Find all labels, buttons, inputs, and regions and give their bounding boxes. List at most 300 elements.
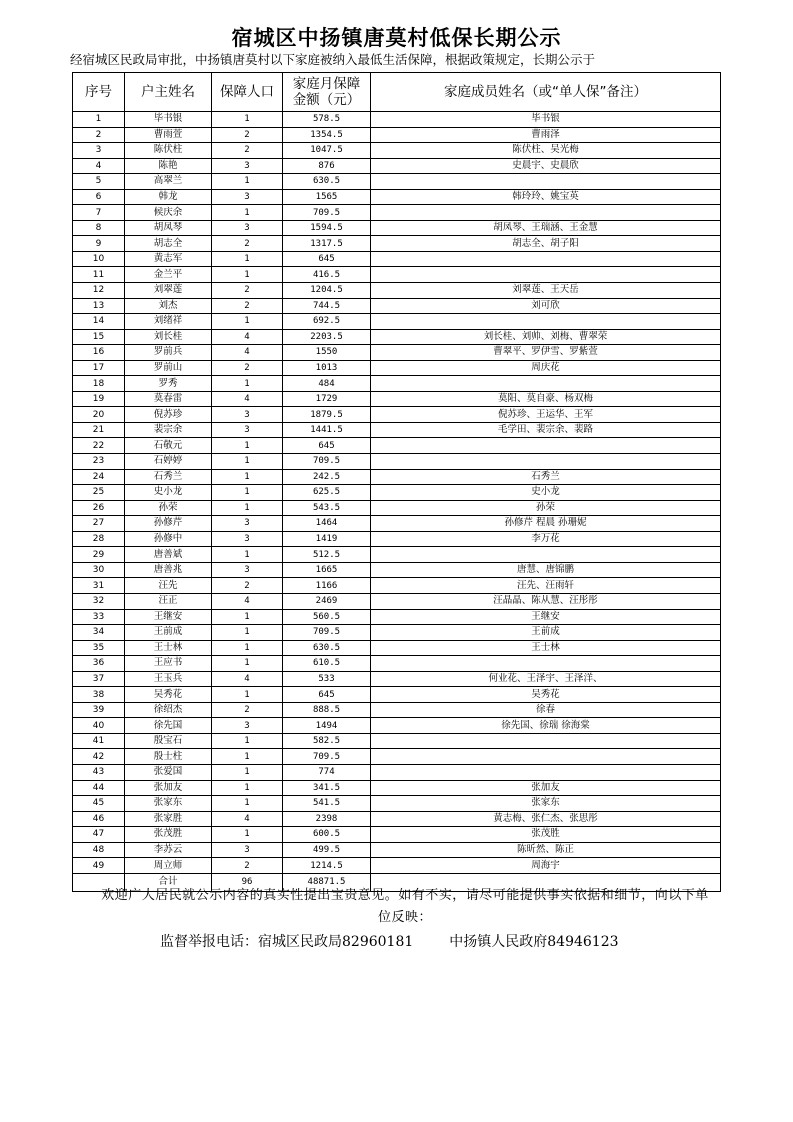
- header-amount-line1: 家庭月保障: [292, 76, 361, 92]
- row-people: 2: [212, 298, 283, 314]
- row-amount: 512.5: [283, 547, 371, 563]
- table-row: [73, 454, 721, 470]
- row-household-head: 孙荣: [125, 500, 212, 516]
- row-household-head: 王前成: [125, 625, 212, 641]
- row-amount: 1441.5: [283, 422, 371, 438]
- row-no: 21: [73, 422, 125, 438]
- row-amount: 645: [283, 687, 371, 703]
- row-household-head: 罗秀: [125, 376, 212, 392]
- row-people: 3: [212, 718, 283, 734]
- table-row: [73, 283, 721, 299]
- table-row: [73, 562, 721, 578]
- row-household-head: 候庆余: [125, 205, 212, 221]
- row-people: 1: [212, 827, 283, 843]
- row-amount: 709.5: [283, 454, 371, 470]
- footer-hotline: [160, 931, 720, 951]
- row-amount: 774: [283, 764, 371, 780]
- row-amount: 1214.5: [283, 858, 371, 874]
- header-no: 序号: [73, 73, 125, 112]
- row-no: 10: [73, 251, 125, 267]
- row-members: 刘长桂、刘帅、刘梅、曹翠荣: [371, 329, 721, 345]
- row-members: 胡凤琴、王瑞涵、王金慧: [371, 220, 721, 236]
- row-household-head: 胡志全: [125, 236, 212, 252]
- row-people: 1: [212, 764, 283, 780]
- hotline-civil-affairs: 宿城区民政局82960181: [258, 934, 414, 950]
- table-row: [73, 345, 721, 361]
- row-amount: 645: [283, 251, 371, 267]
- row-no: 47: [73, 827, 125, 843]
- row-members: [371, 764, 721, 780]
- row-members: 王士林: [371, 640, 721, 656]
- page-title: 宿城区中扬镇唐莫村低保长期公示: [231, 26, 562, 50]
- row-no: 36: [73, 656, 125, 672]
- row-no: 11: [73, 267, 125, 283]
- row-no: 4: [73, 158, 125, 174]
- row-people: 1: [212, 609, 283, 625]
- row-members: 徐春: [371, 702, 721, 718]
- row-people: 3: [212, 562, 283, 578]
- row-household-head: 罗前兵: [125, 345, 212, 361]
- row-members: [371, 749, 721, 765]
- row-no: 5: [73, 174, 125, 190]
- header-members: 家庭成员姓名（或“单人保”备注）: [371, 73, 721, 112]
- row-people: 1: [212, 251, 283, 267]
- row-people: 1: [212, 749, 283, 765]
- row-amount: 630.5: [283, 174, 371, 190]
- row-people: 1: [212, 733, 283, 749]
- row-household-head: 刘绪祥: [125, 314, 212, 330]
- row-no: 14: [73, 314, 125, 330]
- row-no: 33: [73, 609, 125, 625]
- row-people: 3: [212, 189, 283, 205]
- table-row: [73, 547, 721, 563]
- row-household-head: 唐善斌: [125, 547, 212, 563]
- row-no: 34: [73, 625, 125, 641]
- row-amount: 1204.5: [283, 283, 371, 299]
- row-members: 周海宇: [371, 858, 721, 874]
- row-amount: 1550: [283, 345, 371, 361]
- row-household-head: 石婷婷: [125, 454, 212, 470]
- row-people: 1: [212, 174, 283, 190]
- row-no: 32: [73, 593, 125, 609]
- row-household-head: 张家东: [125, 796, 212, 812]
- row-household-head: 张茂胜: [125, 827, 212, 843]
- header-amount: [283, 73, 371, 112]
- row-members: 刘可欣: [371, 298, 721, 314]
- row-household-head: 殷宝石: [125, 733, 212, 749]
- row-amount: 1494: [283, 718, 371, 734]
- table-row: [73, 796, 721, 812]
- row-amount: 1665: [283, 562, 371, 578]
- row-no: 29: [73, 547, 125, 563]
- row-members: [371, 376, 721, 392]
- table-row: [73, 251, 721, 267]
- row-amount: 625.5: [283, 485, 371, 501]
- row-people: 4: [212, 329, 283, 345]
- row-household-head: 倪苏珍: [125, 407, 212, 423]
- row-no: 19: [73, 391, 125, 407]
- row-people: 1: [212, 656, 283, 672]
- table-row: [73, 749, 721, 765]
- row-amount: 1166: [283, 578, 371, 594]
- row-people: 1: [212, 547, 283, 563]
- row-people: 3: [212, 516, 283, 532]
- row-people: 3: [212, 407, 283, 423]
- table-row: [73, 671, 721, 687]
- row-no: 8: [73, 220, 125, 236]
- table-row: [73, 127, 721, 143]
- row-household-head: 汪先: [125, 578, 212, 594]
- table-row: [73, 298, 721, 314]
- row-household-head: 莫春雷: [125, 391, 212, 407]
- row-members: 周庆花: [371, 360, 721, 376]
- row-amount: 709.5: [283, 625, 371, 641]
- row-people: 1: [212, 112, 283, 128]
- row-amount: 2203.5: [283, 329, 371, 345]
- row-no: 16: [73, 345, 125, 361]
- row-no: 6: [73, 189, 125, 205]
- table-row: [73, 143, 721, 159]
- row-members: 史晨宇、史晨欣: [371, 158, 721, 174]
- row-members: 汪先、汪雨轩: [371, 578, 721, 594]
- row-no: 40: [73, 718, 125, 734]
- row-household-head: 史小龙: [125, 485, 212, 501]
- table-row: [73, 391, 721, 407]
- row-members: 曹翠平、罗伊雪、罗紫萱: [371, 345, 721, 361]
- row-household-head: 王玉兵: [125, 671, 212, 687]
- table-row: [73, 640, 721, 656]
- row-members: 毛学田、裴宗余、裴路: [371, 422, 721, 438]
- row-people: 2: [212, 578, 283, 594]
- hotline-label: 监督举报电话：: [160, 934, 258, 950]
- row-amount: 1013: [283, 360, 371, 376]
- row-household-head: 毕书银: [125, 112, 212, 128]
- row-household-head: 徐先国: [125, 718, 212, 734]
- row-amount: 341.5: [283, 780, 371, 796]
- row-people: 1: [212, 485, 283, 501]
- hotline-town-government: 中扬镇人民政府84946123: [449, 934, 619, 950]
- row-no: 38: [73, 687, 125, 703]
- row-members: 孙荣: [371, 500, 721, 516]
- row-amount: 1729: [283, 391, 371, 407]
- row-no: 30: [73, 562, 125, 578]
- table-row: [73, 500, 721, 516]
- row-no: 27: [73, 516, 125, 532]
- row-amount: 744.5: [283, 298, 371, 314]
- row-no: 2: [73, 127, 125, 143]
- row-no: 28: [73, 531, 125, 547]
- row-members: [371, 454, 721, 470]
- row-people: 1: [212, 780, 283, 796]
- row-people: 3: [212, 422, 283, 438]
- row-people: 1: [212, 625, 283, 641]
- row-household-head: 张加友: [125, 780, 212, 796]
- row-members: 史小龙: [371, 485, 721, 501]
- row-amount: 2398: [283, 811, 371, 827]
- row-amount: 533: [283, 671, 371, 687]
- row-no: 43: [73, 764, 125, 780]
- row-members: 胡志全、胡子阳: [371, 236, 721, 252]
- row-people: 1: [212, 687, 283, 703]
- table-row: [73, 174, 721, 190]
- header-people: 保障人口: [212, 73, 283, 112]
- row-no: 12: [73, 283, 125, 299]
- row-no: 24: [73, 469, 125, 485]
- row-household-head: 吴秀花: [125, 687, 212, 703]
- row-members: 徐先国、徐瑞 徐海棠: [371, 718, 721, 734]
- row-no: 39: [73, 702, 125, 718]
- row-amount: 1317.5: [283, 236, 371, 252]
- table-row: [73, 422, 721, 438]
- table-row: [73, 360, 721, 376]
- beneficiary-table: [72, 72, 721, 892]
- row-household-head: 周立师: [125, 858, 212, 874]
- table-row: [73, 376, 721, 392]
- header-amount-line2: 金额（元）: [292, 92, 361, 108]
- row-household-head: 王继安: [125, 609, 212, 625]
- row-no: 13: [73, 298, 125, 314]
- row-amount: 610.5: [283, 656, 371, 672]
- row-amount: 578.5: [283, 112, 371, 128]
- row-no: 23: [73, 454, 125, 470]
- row-household-head: 刘翠莲: [125, 283, 212, 299]
- row-household-head: 汪正: [125, 593, 212, 609]
- row-amount: 888.5: [283, 702, 371, 718]
- intro-text: 经宿城区民政局审批，中扬镇唐莫村以下家庭被纳入最低生活保障，根据政策规定，长期公示于: [70, 52, 596, 67]
- row-members: 石秀兰: [371, 469, 721, 485]
- table-row: [73, 531, 721, 547]
- table-row: [73, 314, 721, 330]
- table-row: [73, 656, 721, 672]
- row-members: 刘翠莲、王天岳: [371, 283, 721, 299]
- row-household-head: 孙修中: [125, 531, 212, 547]
- row-people: 3: [212, 220, 283, 236]
- row-amount: 709.5: [283, 205, 371, 221]
- row-amount: 1594.5: [283, 220, 371, 236]
- table-row: [73, 827, 721, 843]
- row-people: 2: [212, 283, 283, 299]
- row-no: 41: [73, 733, 125, 749]
- total-people: 96: [212, 873, 283, 891]
- table-row: [73, 205, 721, 221]
- row-members: 孙修芹 程晨 孙珊妮: [371, 516, 721, 532]
- table-row: [73, 158, 721, 174]
- row-household-head: 张爱国: [125, 764, 212, 780]
- row-household-head: 金兰平: [125, 267, 212, 283]
- row-household-head: 王应书: [125, 656, 212, 672]
- row-no: 17: [73, 360, 125, 376]
- row-household-head: 韩龙: [125, 189, 212, 205]
- row-people: 1: [212, 314, 283, 330]
- row-people: 3: [212, 531, 283, 547]
- row-members: 黄志梅、张仁杰、张思彤: [371, 811, 721, 827]
- table-row: [73, 811, 721, 827]
- row-household-head: 胡凤琴: [125, 220, 212, 236]
- row-amount: 1354.5: [283, 127, 371, 143]
- table-row: [73, 485, 721, 501]
- row-household-head: 张家胜: [125, 811, 212, 827]
- row-members: 吴秀花: [371, 687, 721, 703]
- table-row: [73, 593, 721, 609]
- row-no: 45: [73, 796, 125, 812]
- total-amount: 48871.5: [283, 873, 371, 891]
- row-people: 1: [212, 500, 283, 516]
- row-amount: 499.5: [283, 842, 371, 858]
- row-people: 2: [212, 702, 283, 718]
- row-household-head: 孙修芹: [125, 516, 212, 532]
- table-row: [73, 112, 721, 128]
- row-people: 1: [212, 454, 283, 470]
- row-no: 48: [73, 842, 125, 858]
- row-people: 1: [212, 640, 283, 656]
- table-row: [73, 780, 721, 796]
- row-members: [371, 733, 721, 749]
- row-members: 王前成: [371, 625, 721, 641]
- row-members: [371, 174, 721, 190]
- row-amount: 1047.5: [283, 143, 371, 159]
- row-no: 26: [73, 500, 125, 516]
- row-no: 49: [73, 858, 125, 874]
- row-people: 4: [212, 345, 283, 361]
- row-household-head: 裴宗余: [125, 422, 212, 438]
- row-members: [371, 251, 721, 267]
- row-amount: 645: [283, 438, 371, 454]
- header-household-head: 户主姓名: [125, 73, 212, 112]
- row-amount: 1565: [283, 189, 371, 205]
- row-household-head: 石秀兰: [125, 469, 212, 485]
- row-members: 陈昕然、陈正: [371, 842, 721, 858]
- table-row: [73, 469, 721, 485]
- row-people: 3: [212, 158, 283, 174]
- row-amount: 416.5: [283, 267, 371, 283]
- row-amount: 630.5: [283, 640, 371, 656]
- row-no: 1: [73, 112, 125, 128]
- row-amount: 543.5: [283, 500, 371, 516]
- row-members: 韩玲玲、姚宝英: [371, 189, 721, 205]
- row-household-head: 石敬元: [125, 438, 212, 454]
- row-household-head: 罗前山: [125, 360, 212, 376]
- row-people: 2: [212, 858, 283, 874]
- row-household-head: 曹雨萱: [125, 127, 212, 143]
- row-members: [371, 656, 721, 672]
- row-no: 9: [73, 236, 125, 252]
- row-members: 张加友: [371, 780, 721, 796]
- row-amount: 692.5: [283, 314, 371, 330]
- row-people: 1: [212, 469, 283, 485]
- row-people: 3: [212, 842, 283, 858]
- row-amount: 1464: [283, 516, 371, 532]
- row-people: 1: [212, 438, 283, 454]
- row-household-head: 唐善兆: [125, 562, 212, 578]
- row-people: 4: [212, 593, 283, 609]
- row-amount: 876: [283, 158, 371, 174]
- row-no: 37: [73, 671, 125, 687]
- row-members: [371, 547, 721, 563]
- row-amount: 1879.5: [283, 407, 371, 423]
- row-people: 2: [212, 127, 283, 143]
- table-row: [73, 687, 721, 703]
- table-row: [73, 220, 721, 236]
- row-household-head: 刘杰: [125, 298, 212, 314]
- row-household-head: 李苏云: [125, 842, 212, 858]
- row-amount: 484: [283, 376, 371, 392]
- row-members: [371, 205, 721, 221]
- table-body: [73, 112, 721, 874]
- table-row: [73, 236, 721, 252]
- table-row: [73, 702, 721, 718]
- table-header-row: [73, 73, 721, 112]
- row-household-head: 陈伏柱: [125, 143, 212, 159]
- row-no: 42: [73, 749, 125, 765]
- table-row: [73, 516, 721, 532]
- row-amount: 582.5: [283, 733, 371, 749]
- table-row: [73, 267, 721, 283]
- row-members: 王继安: [371, 609, 721, 625]
- row-members: [371, 267, 721, 283]
- row-household-head: 徐绍杰: [125, 702, 212, 718]
- row-members: 倪苏珍、王运华、王军: [371, 407, 721, 423]
- table-row: [73, 189, 721, 205]
- row-people: 2: [212, 360, 283, 376]
- row-people: 1: [212, 796, 283, 812]
- row-household-head: 王士林: [125, 640, 212, 656]
- row-amount: 242.5: [283, 469, 371, 485]
- row-members: 李万花: [371, 531, 721, 547]
- row-people: 4: [212, 671, 283, 687]
- row-members: 何业花、王泽宇、王泽洋、: [371, 671, 721, 687]
- row-no: 18: [73, 376, 125, 392]
- row-household-head: 刘长桂: [125, 329, 212, 345]
- row-members: 毕书银: [371, 112, 721, 128]
- row-no: 22: [73, 438, 125, 454]
- row-members: 曹雨泽: [371, 127, 721, 143]
- row-amount: 1419: [283, 531, 371, 547]
- row-household-head: 高翠兰: [125, 174, 212, 190]
- table-row: [73, 718, 721, 734]
- table-row: [73, 578, 721, 594]
- row-amount: 709.5: [283, 749, 371, 765]
- table-row: [73, 625, 721, 641]
- table-row: [73, 407, 721, 423]
- row-no: 31: [73, 578, 125, 594]
- row-people: 2: [212, 143, 283, 159]
- table-row: [73, 438, 721, 454]
- table-row: [73, 842, 721, 858]
- row-members: 莫阳、莫自豪、杨双梅: [371, 391, 721, 407]
- total-label: 合计: [125, 873, 212, 891]
- row-members: 汪晶晶、陈从慧、汪彤彤: [371, 593, 721, 609]
- row-members: 唐慧、唐锦鹏: [371, 562, 721, 578]
- row-household-head: 殷士柱: [125, 749, 212, 765]
- row-people: 2: [212, 236, 283, 252]
- row-people: 1: [212, 267, 283, 283]
- table-row: [73, 733, 721, 749]
- row-no: 3: [73, 143, 125, 159]
- footer-notice: 欢迎广大居民就公示内容的真实性提出宝贵意见。如有不实，请尽可能提供事实依据和细节，向以下单位反映：: [101, 888, 709, 925]
- row-no: 20: [73, 407, 125, 423]
- row-amount: 600.5: [283, 827, 371, 843]
- row-members: 张茂胜: [371, 827, 721, 843]
- table-row: [73, 609, 721, 625]
- row-members: 陈伏柱、吴光梅: [371, 143, 721, 159]
- row-no: 25: [73, 485, 125, 501]
- row-no: 7: [73, 205, 125, 221]
- row-amount: 541.5: [283, 796, 371, 812]
- row-household-head: 黄志军: [125, 251, 212, 267]
- row-no: 15: [73, 329, 125, 345]
- row-amount: 560.5: [283, 609, 371, 625]
- row-members: [371, 438, 721, 454]
